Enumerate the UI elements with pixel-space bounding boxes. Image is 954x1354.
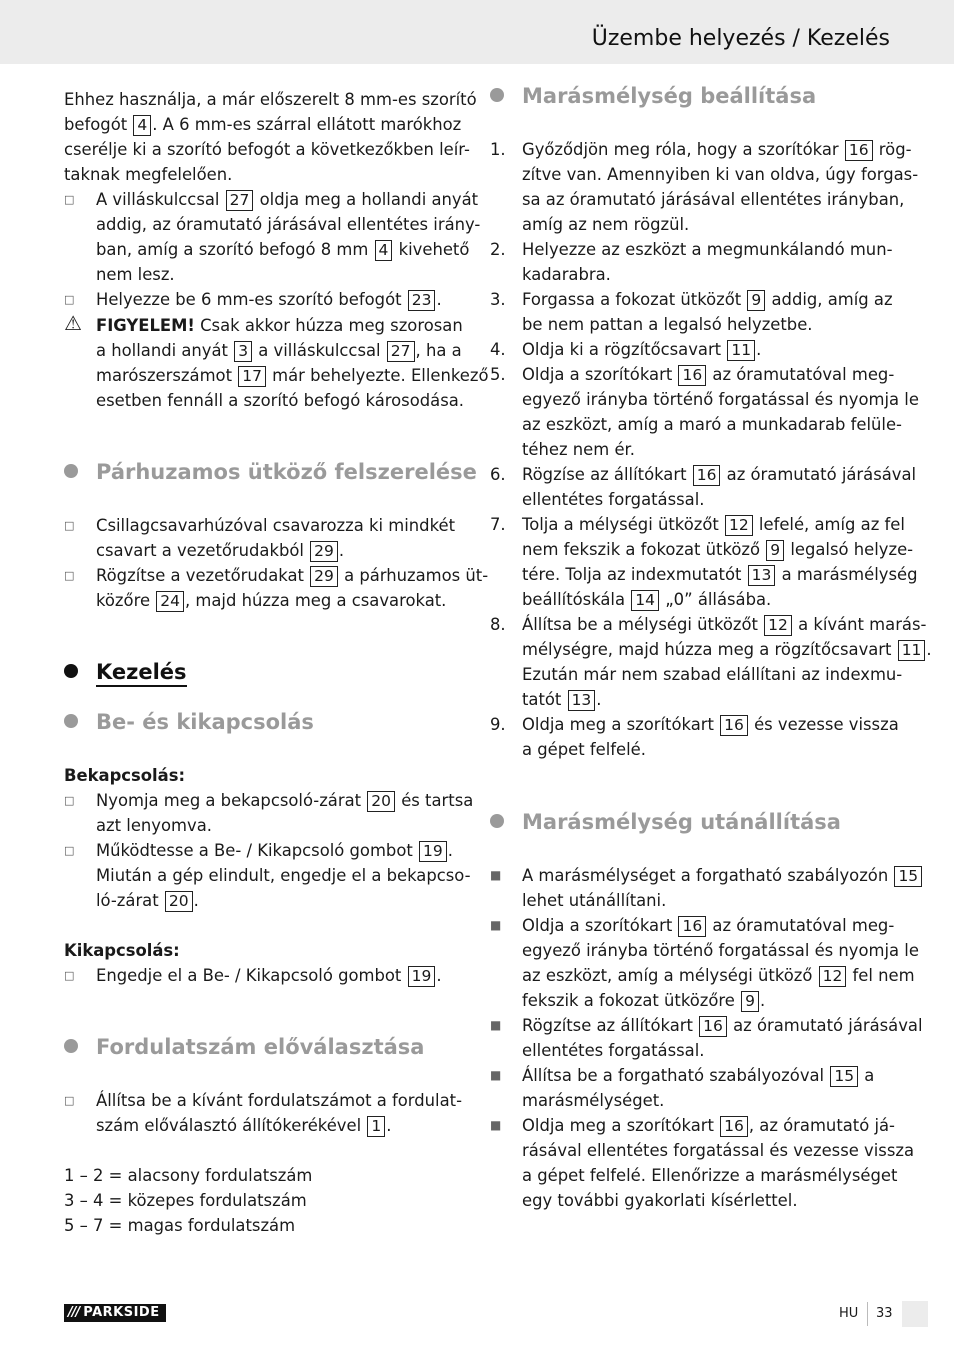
part-number-box: 4 bbox=[375, 240, 393, 261]
part-number-box: 4 bbox=[133, 115, 151, 136]
text-line: marásmélységet. bbox=[522, 1091, 665, 1110]
text-line: Győződjön meg róla, hogy a szorítókar 16 rög- bbox=[522, 140, 912, 159]
text-line: zítve van. Amennyiben ki van oldva, úgy forgas- bbox=[522, 165, 919, 184]
part-number-box: 13 bbox=[748, 565, 776, 586]
heading-bullet-icon bbox=[64, 1039, 78, 1053]
text-line: 1 – 2 = alacsony fordulatszám bbox=[64, 1166, 313, 1185]
warning-label: FIGYELEM! bbox=[96, 316, 195, 335]
text-line: Oldja meg a szorítókart 16 , az óramutató já- bbox=[522, 1116, 895, 1135]
open-square-icon: □ bbox=[64, 569, 75, 582]
text-line: be nem pattan a legalsó helyzetbe. bbox=[522, 315, 813, 334]
step-number: 2. bbox=[490, 240, 506, 259]
filled-square-icon: ■ bbox=[490, 918, 502, 932]
text-line: Engedje el a Be- / Kikapcsoló gombot 19 . bbox=[96, 966, 442, 985]
part-number-box: 9 bbox=[747, 290, 765, 311]
text-line: Ezután már nem szabad elállítani az indexmu- bbox=[522, 665, 903, 684]
text-line: Miután a gép elindult, engedje el a bekapcso- bbox=[96, 866, 471, 885]
text-line: nem lesz. bbox=[96, 265, 175, 284]
text-line: a hollandi anyát 3 a villáskulccsal 27 , ha a bbox=[96, 341, 462, 360]
text-line: egyező irányba történő forgatással és nyomja le bbox=[522, 390, 919, 409]
text-line: ellentétes forgatással. bbox=[522, 490, 705, 509]
part-number-box: 15 bbox=[894, 866, 922, 887]
open-square-icon: □ bbox=[64, 519, 75, 532]
text-line: taknak megfelelően. bbox=[64, 165, 233, 184]
text-line: lehet utánállítani. bbox=[522, 891, 667, 910]
brand-logo: /// PARKSIDE bbox=[64, 1304, 166, 1322]
footer-tab bbox=[902, 1301, 928, 1327]
part-number-box: 29 bbox=[310, 541, 338, 562]
subheading-kikapcsolas: Kikapcsolás: bbox=[64, 941, 180, 960]
part-number-box: 27 bbox=[387, 341, 415, 362]
step-number: 5. bbox=[490, 365, 506, 384]
part-number-box: 16 bbox=[720, 1116, 748, 1137]
text-line: egyező irányba történő forgatással és nyomja le bbox=[522, 941, 919, 960]
section-heading-bekikapcs: Be- és kikapcsolás bbox=[64, 710, 314, 734]
open-square-icon: □ bbox=[64, 293, 75, 306]
step-number: 3. bbox=[490, 290, 506, 309]
text-line: közőre 24 , majd húzza meg a csavarokat. bbox=[96, 591, 447, 610]
part-number-box: 12 bbox=[819, 966, 847, 987]
page-header bbox=[0, 0, 954, 64]
text-line: a gépet felfelé. Ellenőrizze a marásmélységet bbox=[522, 1166, 898, 1185]
part-number-box: 20 bbox=[165, 891, 193, 912]
footer-divider bbox=[867, 1302, 868, 1326]
text-line: Rögzítse az állítókart 16 az óramutató járásával bbox=[522, 1016, 923, 1035]
text-line: Oldja a szorítókart 16 az óramutatóval meg- bbox=[522, 916, 895, 935]
text-line: 3 – 4 = közepes fordulatszám bbox=[64, 1191, 307, 1210]
part-number-box: 17 bbox=[238, 366, 266, 387]
step-number: 9. bbox=[490, 715, 506, 734]
part-number-box: 9 bbox=[741, 991, 759, 1012]
text-line: FIGYELEM! Csak akkor húzza meg szorosan bbox=[96, 316, 463, 335]
part-number-box: 12 bbox=[764, 615, 792, 636]
part-number-box: 19 bbox=[419, 841, 447, 862]
heading-bullet-icon bbox=[64, 464, 78, 478]
text-line: A marásmélységet a forgatható szabályozón 15 bbox=[522, 863, 892, 888]
text-line: Nyomja meg a bekapcsoló-zárat 20 és tartsa bbox=[96, 791, 474, 810]
part-number-box: 27 bbox=[226, 190, 254, 211]
section-heading-fordulat: Fordulatszám előválasztása bbox=[64, 1035, 424, 1059]
part-number-box: 16 bbox=[699, 1016, 727, 1037]
heading-bullet-icon bbox=[490, 814, 504, 828]
subheading-bekapcsolas: Bekapcsolás: bbox=[64, 766, 186, 785]
text-line: Tolja a mélységi ütközőt 12 lefelé, amíg az fel bbox=[522, 515, 905, 534]
section-heading-kezeles: Kezelés bbox=[64, 660, 187, 684]
text-line: ban, amíg a szorító befogó 8 mm 4 kivehető bbox=[96, 240, 470, 259]
text-line: Állítsa be a kívánt fordulatszámot a fordulat- bbox=[96, 1091, 462, 1110]
part-number-box: 13 bbox=[568, 690, 596, 711]
filled-square-icon: ■ bbox=[490, 1018, 502, 1032]
text-line: az eszközt, amíg a maró a munkadarab felüle- bbox=[522, 415, 902, 434]
text-line: Ehhez használja, a már előszerelt 8 mm-es szorító bbox=[64, 90, 477, 109]
part-number-box: 11 bbox=[898, 640, 926, 661]
text-line: rásával ellentétes forgatással és vezesse vissza bbox=[522, 1141, 915, 1160]
text-line: fekszik a fokozat ütközőre 9 . bbox=[522, 991, 766, 1010]
open-square-icon: □ bbox=[64, 1094, 75, 1107]
part-number-box: 16 bbox=[693, 465, 721, 486]
part-number-box: 20 bbox=[367, 791, 395, 812]
open-square-icon: □ bbox=[64, 193, 75, 206]
intro-paragraph bbox=[64, 87, 477, 187]
text-line: Csillagcsavarhúzóval csavarozza ki mindkét bbox=[96, 516, 455, 535]
text-line: szám előválasztó állítókerékével 1 . bbox=[96, 1116, 392, 1135]
page-title: Üzembe helyezés / Kezelés bbox=[591, 26, 890, 51]
text-line: Oldja meg a szorítókart 16 és vezesse vissza bbox=[522, 715, 899, 734]
part-number-box: 3 bbox=[234, 341, 252, 362]
text-line: Oldja a szorítókart 16 az óramutatóval meg- bbox=[522, 365, 895, 384]
text-line: befogót 4 . A 6 mm-es szárral ellátott marókhoz bbox=[64, 115, 462, 134]
text-line: Forgassa a fokozat ütközőt 9 addig, amíg az bbox=[522, 290, 893, 309]
step-number: 8. bbox=[490, 615, 506, 634]
text-line: Helyezze be 6 mm-es szorító befogót 23 . bbox=[96, 290, 442, 309]
text-line: A villáskulccsal 27 oldja meg a hollandi anyát bbox=[96, 190, 479, 209]
text-line: tatót 13 . bbox=[522, 690, 602, 709]
part-number-box: 11 bbox=[727, 340, 755, 361]
text-line: beállítóskála 14 „0” állásába. bbox=[522, 590, 772, 609]
step-number: 7. bbox=[490, 515, 506, 534]
text-line: tére. Tolja az indexmutatót 13 a marásmélység bbox=[522, 565, 918, 584]
part-number-box: 23 bbox=[408, 290, 436, 311]
text-line: Állítsa be a forgatható szabályozóval 15 a bbox=[522, 1066, 875, 1085]
page-number: 33 bbox=[876, 1306, 893, 1321]
text-line: ellentétes forgatással. bbox=[522, 1041, 705, 1060]
text-line: nem fekszik a fokozat ütköző 9 legalsó helyze- bbox=[522, 540, 914, 559]
step-number: 6. bbox=[490, 465, 506, 484]
heading-bullet-icon bbox=[64, 714, 78, 728]
part-number-box: 19 bbox=[408, 966, 436, 987]
part-number-box: 16 bbox=[845, 140, 873, 161]
text-line: egy további gyakorlati kísérlettel. bbox=[522, 1191, 798, 1210]
heading-bullet-icon bbox=[64, 664, 78, 678]
part-number-box: 12 bbox=[725, 515, 753, 536]
open-square-icon: □ bbox=[64, 969, 75, 982]
text-line: mélységre, majd húzza meg a rögzítőcsavart 11 . bbox=[522, 640, 932, 659]
text-line: kadarabra. bbox=[522, 265, 611, 284]
text-line: a gépet felfelé. bbox=[522, 740, 646, 759]
filled-square-icon: ■ bbox=[490, 1118, 502, 1132]
text-line: Állítsa be a mélységi ütközőt 12 a kívánt marás- bbox=[522, 615, 927, 634]
warning-triangle-icon: ⚠ bbox=[64, 311, 82, 335]
heading-bullet-icon bbox=[490, 88, 504, 102]
step-number: 4. bbox=[490, 340, 506, 359]
text-line: esetben fennáll a szorító befogó károsodása. bbox=[96, 391, 464, 410]
text-line: téhez nem ér. bbox=[522, 440, 635, 459]
part-number-box: 14 bbox=[631, 590, 659, 611]
text-line: az eszközt, amíg a mélységi ütköző 12 fel nem bbox=[522, 966, 915, 985]
text-line: amíg az nem rögzül. bbox=[522, 215, 690, 234]
language-code: HU bbox=[839, 1306, 859, 1321]
text-line: Helyezze az eszközt a megmunkálandó mun- bbox=[522, 240, 893, 259]
text-line: cserélje ki a szorító befogót a következőkben leír- bbox=[64, 140, 470, 159]
text-line: sa az óramutató járásával ellentétes irányban, bbox=[522, 190, 905, 209]
step-number: 1. bbox=[490, 140, 506, 159]
part-number-box: 9 bbox=[766, 540, 784, 561]
open-square-icon: □ bbox=[64, 844, 75, 857]
text-line: ló-zárat 20 . bbox=[96, 891, 199, 910]
text-line: Működtesse a Be- / Kikapcsoló gombot 19 . bbox=[96, 841, 453, 860]
text-line: Rögzíse az állítókart 16 az óramutató járásával bbox=[522, 465, 917, 484]
text-line: marószerszámot 17 már behelyezte. Ellenkező bbox=[96, 366, 489, 385]
section-heading-utanallitas: Marásmélység utánállítása bbox=[490, 810, 841, 834]
part-number-box: 1 bbox=[367, 1116, 385, 1137]
filled-square-icon: ■ bbox=[490, 1068, 502, 1082]
part-number-box: 24 bbox=[156, 591, 184, 612]
section-heading-beallitas: Marásmélység beállítása bbox=[490, 84, 816, 108]
part-number-box: 16 bbox=[678, 365, 706, 386]
part-number-box: 29 bbox=[310, 566, 338, 587]
text-line: addig, az óramutató járásával ellentétes irány- bbox=[96, 215, 481, 234]
part-number-box: 16 bbox=[678, 916, 706, 937]
open-square-icon: □ bbox=[64, 794, 75, 807]
text-line: azt lenyomva. bbox=[96, 816, 212, 835]
section-heading-parhuzamos: Párhuzamos ütköző felszerelése bbox=[64, 460, 477, 484]
part-number-box: 16 bbox=[720, 715, 748, 736]
speed-legend bbox=[64, 1163, 464, 1238]
text-line: csavart a vezetőrudakból 29 . bbox=[96, 541, 345, 560]
text-line: Oldja ki a rögzítőcsavart 11 . bbox=[522, 340, 762, 359]
filled-square-icon: ■ bbox=[490, 868, 502, 882]
text-line: 5 – 7 = magas fordulatszám bbox=[64, 1216, 296, 1235]
text-line: Rögzítse a vezetőrudakat 29 a párhuzamos üt- bbox=[96, 566, 489, 585]
part-number-box: 15 bbox=[830, 1066, 858, 1087]
